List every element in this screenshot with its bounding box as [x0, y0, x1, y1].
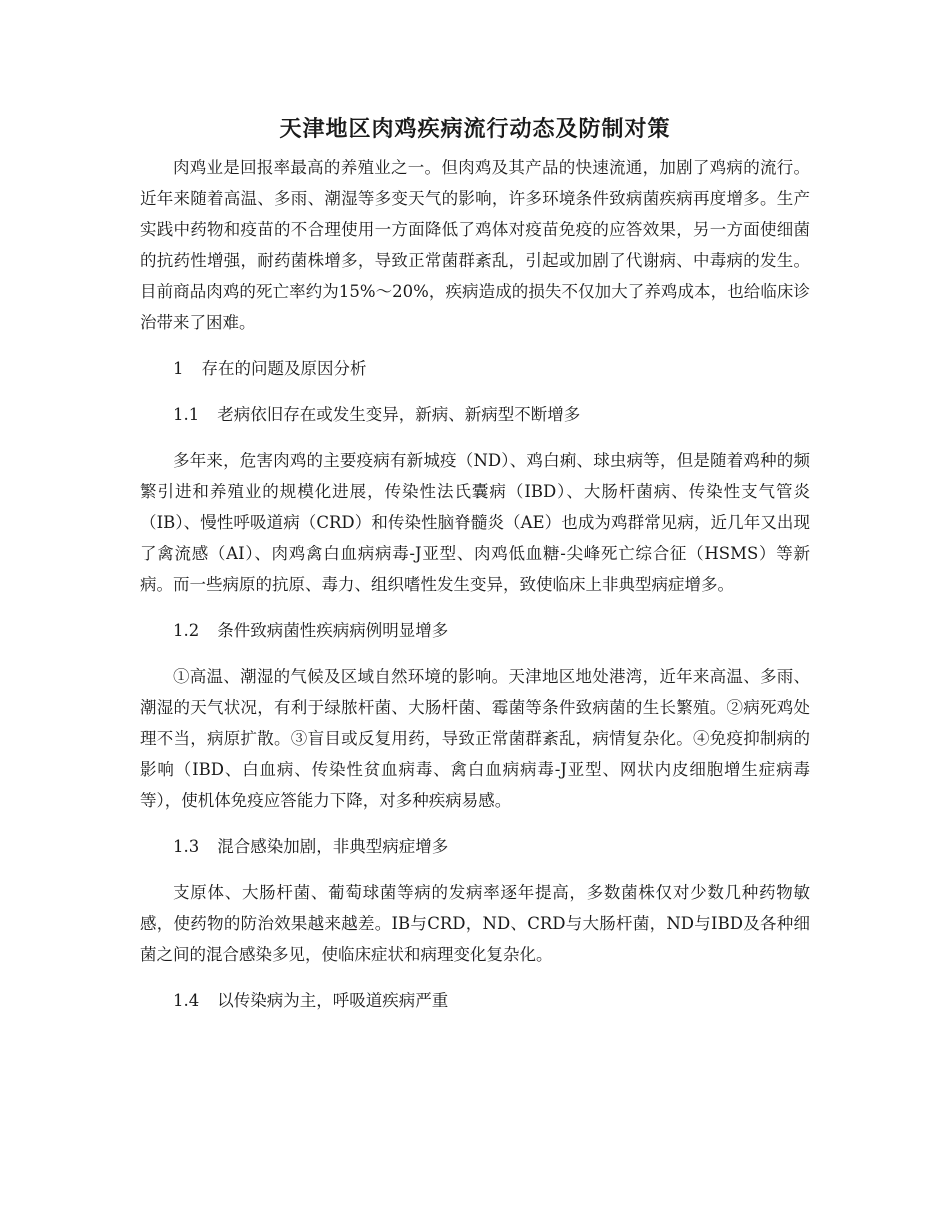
section-title: 老病依旧存在或发生变异，新病、新病型不断增多	[217, 405, 581, 424]
section-number: 1.2	[173, 621, 200, 640]
section-1-4-heading	[140, 985, 810, 1016]
section-title: 混合感染加剧，非典型病症增多	[217, 837, 449, 856]
section-number: 1.4	[173, 991, 200, 1010]
section-1-3-paragraph: 支原体、大肠杆菌、葡萄球菌等病的发病率逐年提高，多数菌株仅对少数几种药物敏感，使药物的防治效果越来越差。IB与CRD，ND、CRD与大肠杆菌，ND与IBD及各种细菌之间的混合感染多见，使临床症状和病理变化复杂化。	[140, 883, 810, 964]
section-title: 以传染病为主，呼吸道疾病严重	[217, 991, 449, 1010]
section-number: 1	[173, 359, 184, 378]
section-number: 1.3	[173, 837, 200, 856]
section-number: 1.1	[173, 405, 200, 424]
section-1-2-paragraph: ①高温、潮湿的气候及区域自然环境的影响。天津地区地处港湾，近年来高温、多雨、潮湿的天气状况，有利于绿脓杆菌、大肠杆菌、霉菌等条件致病菌的生长繁殖。②病死鸡处理不当，病原扩散。③盲目或反复用药，导致正常菌群紊乱，病情复杂化。④免疫抑制病的影响（IBD、白血病、传染性贫血病毒、禽白血病病毒-J亚型、网状内皮细胞增生症病毒等），使机体免疫应答能力下降，对多种疾病易感。	[140, 667, 810, 810]
intro-paragraph: 肉鸡业是回报率最高的养殖业之一。但肉鸡及其产品的快速流通，加剧了鸡病的流行。近年来随着高温、多雨、潮湿等多变天气的影响，许多环境条件致病菌疾病再度增多。生产实践中药物和疫苗的不合理使用一方面降低了鸡体对疫苗免疫的应答效果，另一方面使细菌的抗药性增强，耐药菌株增多，导致正常菌群紊乱，引起或加剧了代谢病、中毒病的发生。目前商品肉鸡的死亡率约为15%～20%，疾病造成的损失不仅加大了养鸡成本，也给临床诊治带来了困难。	[140, 158, 810, 332]
document-body	[140, 152, 810, 1031]
section-title: 存在的问题及原因分析	[201, 359, 367, 378]
section-title: 条件致病菌性疾病病例明显增多	[217, 621, 449, 640]
section-1-1-paragraph: 多年来，危害肉鸡的主要疫病有新城疫（ND）、鸡白痢、球虫病等，但是随着鸡种的频繁引进和养殖业的规模化进展，传染性法氏囊病（IBD）、大肠杆菌病、传染性支气管炎（IB）、慢性呼吸道病（CRD）和传染性脑脊髓炎（AE）也成为鸡群常见病，近几年又出现了禽流感（AI）、肉鸡禽白血病病毒-J亚型、肉鸡低血糖-尖峰死亡综合征（HSMS）等新病。而一些病原的抗原、毒力、组织嗜性发生变异，致使临床上非典型病症增多。	[140, 451, 810, 594]
section-1-2-heading	[140, 615, 810, 646]
section-1-heading	[140, 353, 810, 384]
section-1-1-heading	[140, 399, 810, 430]
page-title: 天津地区肉鸡疾病流行动态及防制对策	[279, 117, 671, 142]
section-1-3-heading	[140, 831, 810, 862]
